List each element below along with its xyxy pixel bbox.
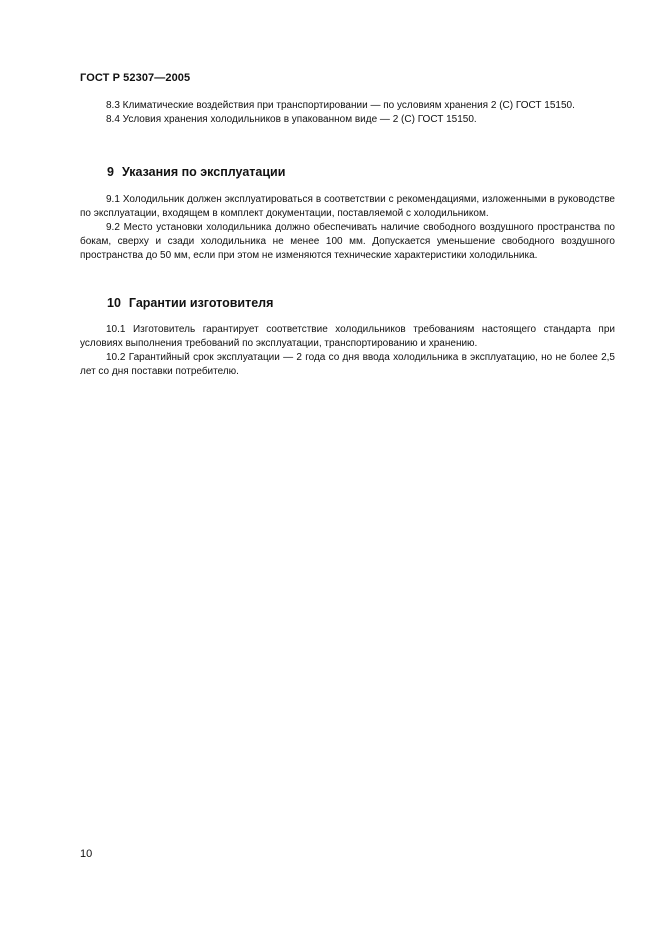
document-code-header: ГОСТ Р 52307—2005 [80, 72, 191, 84]
section-10-body [80, 323, 615, 379]
paragraph-8-4: 8.4 Условия хранения холодильников в упакованном виде — 2 (С) ГОСТ 15150. [106, 114, 477, 125]
section-10-number: 10 [107, 296, 121, 310]
section-10-title: Гарантии изготовителя [128, 296, 274, 310]
paragraph-10-1: 10.1 Изготовитель гарантирует соответствие холодильников требованиям настоящего стандарта при условиях выполнения требований по эксплуатации, транспортированию и хранению. [80, 324, 615, 349]
section-9-number: 9 [107, 165, 114, 179]
paragraph-10-2: 10.2 Гарантийный срок эксплуатации — 2 года со дня ввода холодильника в эксплуатацию, но не более 2,5 лет со дня поставки потребителю. [80, 352, 615, 377]
section-8-body [80, 99, 615, 127]
paragraph-9-2: 9.2 Место установки холодильника должно обеспечивать наличие свободного воздушного пространства по бокам, сверху и сзади холодильника не менее 100 мм. Допускается уменьшение свободного воздушного пространства до 50 мм, если при этом не изменяются технические характеристики холодильника. [80, 222, 615, 261]
section-9-title: Указания по эксплуатации [121, 165, 286, 179]
paragraph-9-1: 9.1 Холодильник должен эксплуатироваться в соответствии с рекомендациями, изложенными в руководстве по эксплуатации, входящем в комплект документации, поставляемой с холодильником. [80, 194, 615, 219]
section-10-heading [107, 296, 273, 310]
section-9-body [80, 193, 615, 263]
paragraph-8-3: 8.3 Климатические воздействия при транспортировании — по условиям хранения 2 (С) ГОСТ 15150. [106, 100, 575, 111]
page-number: 10 [80, 848, 93, 860]
section-9-heading [107, 165, 285, 179]
